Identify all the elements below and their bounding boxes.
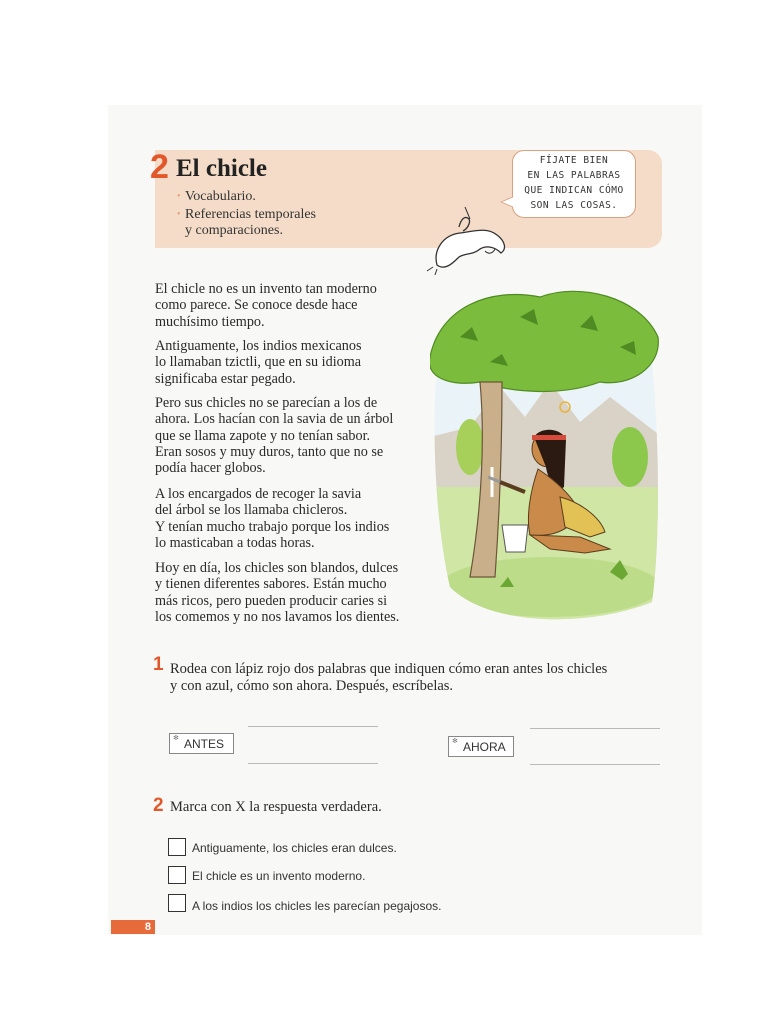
reading-line: y tienen diferentes sabores. Están mucho bbox=[155, 576, 387, 593]
reading-line: del árbol se los llamaba chicleros. bbox=[155, 502, 348, 519]
checkbox-option-3[interactable] bbox=[168, 894, 186, 912]
exercise-2-instruction: Marca con X la respuesta verdadera. bbox=[170, 799, 382, 815]
bird-mascot-icon bbox=[425, 205, 515, 275]
objective-comparisons: y comparaciones. bbox=[185, 223, 283, 238]
reading-paragraph bbox=[155, 395, 430, 476]
label-ahora: ✻ AHORA bbox=[448, 736, 514, 757]
reading-line: podía hacer globos. bbox=[155, 460, 266, 477]
reading-line: Eran sosos y muy duros, tanto que no se bbox=[155, 443, 384, 460]
exercise-1-number: 1 bbox=[153, 654, 164, 675]
chiclero-illustration bbox=[430, 287, 662, 623]
reading-line: muchísimo tiempo. bbox=[155, 313, 265, 330]
option-3-label: A los indios los chicles les parecían pegajosos. bbox=[192, 899, 442, 913]
answer-line-now-2[interactable] bbox=[530, 764, 660, 765]
reading-paragraph bbox=[155, 560, 430, 625]
reading-line: como parece. Se conoce desde hace bbox=[155, 297, 358, 314]
page-number: 8 bbox=[111, 920, 155, 934]
tip-line: EN LAS PALABRAS bbox=[527, 170, 621, 181]
answer-line-before-1[interactable] bbox=[248, 726, 378, 727]
unit-title: El chicle bbox=[176, 155, 267, 182]
reading-line: A los encargados de recoger la savia bbox=[155, 486, 362, 502]
reading-line: Pero sus chicles no se parecían a los de bbox=[155, 395, 378, 411]
reading-line: más ricos, pero pueden producir caries si bbox=[155, 592, 388, 609]
reading-paragraph bbox=[155, 486, 430, 551]
reading-line: Y tenían mucho trabajo porque los indios bbox=[155, 518, 390, 535]
exercise-2-number: 2 bbox=[153, 795, 164, 816]
exercise-1-line: y con azul, cómo son ahora. Después, escríbelas. bbox=[170, 678, 454, 694]
reading-line: Hoy en día, los chicles son blandos, dulces bbox=[155, 560, 399, 576]
reading-line: los comemos y no nos lavamos los dientes. bbox=[155, 608, 400, 625]
checkbox-option-1[interactable] bbox=[168, 838, 186, 856]
reading-paragraph bbox=[155, 281, 430, 330]
label-antes: ✻ ANTES bbox=[169, 733, 234, 754]
tip-line: SON LAS COSAS. bbox=[530, 200, 618, 211]
tip-line: FÍJATE BIEN bbox=[539, 155, 609, 166]
option-1-label: Antiguamente, los chicles eran dulces. bbox=[192, 841, 397, 855]
answer-line-before-2[interactable] bbox=[248, 763, 378, 764]
reading-line: significaba estar pegado. bbox=[155, 370, 296, 387]
option-2-label: El chicle es un invento moderno. bbox=[192, 869, 366, 883]
unit-number: 2 bbox=[150, 148, 169, 186]
checkbox-option-2[interactable] bbox=[168, 866, 186, 884]
tip-bubble bbox=[512, 150, 636, 218]
reading-line: que se llama zapote y no tenían sabor. bbox=[155, 427, 371, 444]
objective-vocabulary: • Vocabulario. bbox=[185, 188, 256, 205]
tip-line: QUE INDICAN CÓMO bbox=[524, 185, 624, 196]
reading-line: Antiguamente, los indios mexicanos bbox=[155, 338, 362, 354]
reading-line: ahora. Los hacían con la savia de un árbol bbox=[155, 411, 394, 428]
reading-line: lo llamaban tzictli, que en su idioma bbox=[155, 354, 362, 371]
reading-line: El chicle no es un invento tan moderno bbox=[155, 281, 377, 297]
reading-paragraph bbox=[155, 338, 430, 387]
exercise-1-line: Rodea con lápiz rojo dos palabras que indiquen cómo eran antes los chicles bbox=[170, 661, 608, 677]
objective-temporal-references: • Referencias temporales bbox=[185, 206, 316, 223]
reading-line: lo masticaban a todas horas. bbox=[155, 534, 315, 551]
answer-line-now-1[interactable] bbox=[530, 728, 660, 729]
